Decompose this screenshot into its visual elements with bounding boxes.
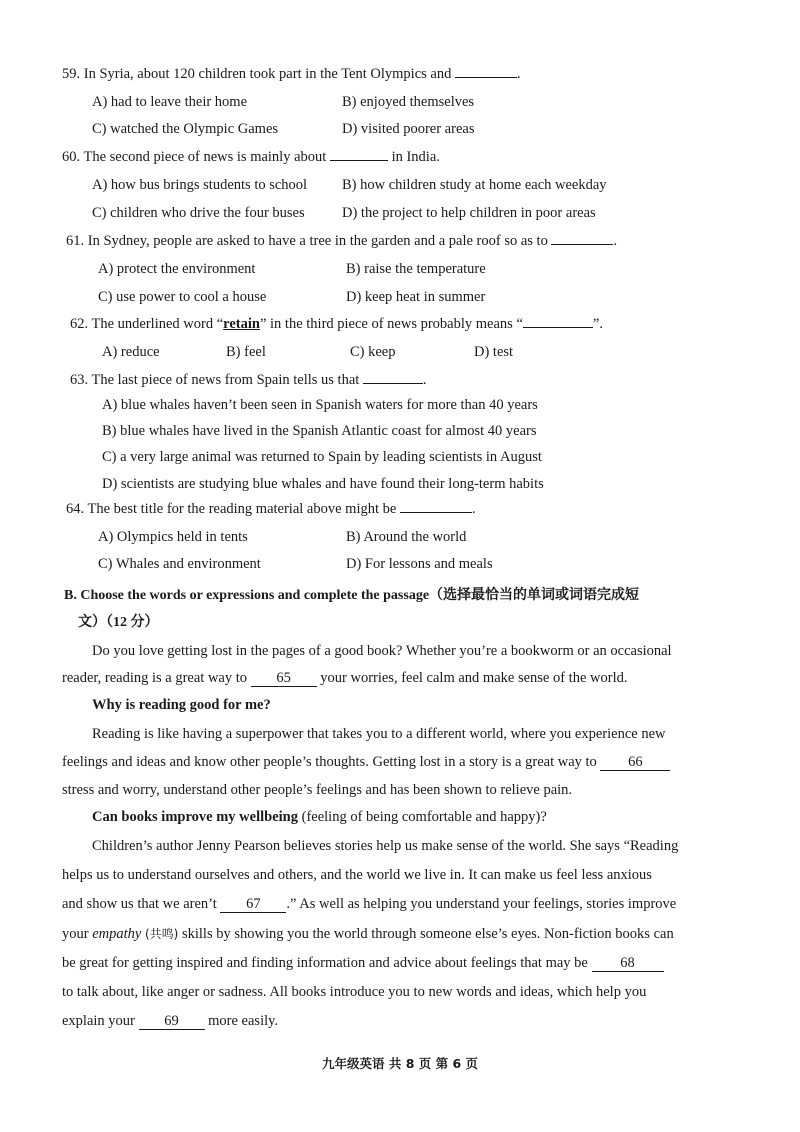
text: your — [62, 926, 89, 942]
question-number: 60. — [62, 149, 81, 165]
underlined-word: retain — [223, 316, 260, 332]
passage-p1-line2 — [62, 668, 627, 688]
option-61-b: B) raise the temperature — [346, 261, 486, 277]
text: skills by showing you the world through someone else’s eyes. Non-fiction books can — [181, 926, 674, 942]
text: explain your — [62, 1013, 135, 1029]
passage-p3-line6: to talk about, like anger or sadness. All books introduce you to new words and ideas, which help you — [62, 984, 647, 1000]
blank-66[interactable]: 66 — [600, 754, 670, 771]
page-footer: 九年级英语 共 8 页 第 6 页 — [321, 1056, 478, 1071]
option-61-d: D) keep heat in summer — [346, 289, 486, 305]
passage-p2-line3: stress and worry, understand other people’s feelings and has been shown to relieve pain. — [62, 782, 573, 798]
option-62-b: B) feel — [226, 344, 266, 360]
option-59-d: D) visited poorer areas — [342, 121, 475, 137]
question-number: 62. — [70, 316, 89, 332]
passage-p3-line1: Children’s author Jenny Pearson believes stories help us make sense of the world. She says “Reading — [92, 838, 679, 854]
option-60-d: D) the project to help children in poor areas — [342, 205, 596, 221]
stem-end: ”. — [592, 316, 603, 332]
option-61-c: C) use power to cool a house — [98, 289, 267, 305]
answer-blank[interactable] — [523, 327, 593, 328]
passage-p2-line2 — [62, 752, 670, 772]
stem-end: . — [613, 233, 618, 249]
stem-end: . — [516, 66, 521, 82]
question-stem: The best title for the reading material above might be — [87, 501, 397, 517]
text: reader, reading is a great way to — [62, 670, 248, 686]
blank-68[interactable]: 68 — [592, 955, 664, 972]
option-59-a: A) had to leave their home — [92, 94, 248, 110]
answer-blank[interactable] — [363, 383, 423, 384]
passage-p2-line1: Reading is like having a superpower that takes you to a different world, where you experience new — [92, 726, 666, 742]
text: more easily. — [208, 1013, 279, 1029]
heading-wellbeing — [92, 807, 547, 827]
option-59-b: B) enjoyed themselves — [342, 94, 475, 110]
option-63-c: C) a very large animal was returned to Spain by leading scientists in August — [102, 449, 542, 465]
option-64-c: C) Whales and environment — [98, 556, 261, 572]
answer-blank[interactable] — [330, 160, 388, 161]
option-64-a: A) Olympics held in tents — [98, 529, 248, 545]
text: and show us that we aren’t — [62, 896, 217, 912]
text: be great for getting inspired and finding information and advice about feelings that may be — [62, 955, 588, 971]
question-number: 59. — [62, 66, 81, 82]
passage-p3-line3 — [62, 894, 676, 914]
stem-end: . — [471, 501, 476, 517]
heading-why-reading: Why is reading good for me? — [92, 697, 271, 713]
option-64-d: D) For lessons and meals — [346, 556, 493, 572]
answer-blank[interactable] — [400, 512, 472, 513]
option-63-d: D) scientists are studying blue whales and have found their long-term habits — [102, 476, 544, 492]
section-b-title-cont: 文）（12 分） — [78, 615, 159, 630]
chinese-gloss: (共鸣) — [144, 927, 179, 941]
option-60-c: C) children who drive the four buses — [92, 205, 305, 221]
option-59-c: C) watched the Olympic Games — [92, 121, 279, 137]
text: feelings and ideas and know other people’s thoughts. Getting lost in a story is a great way to — [62, 754, 597, 770]
option-64-b: B) Around the world — [346, 529, 467, 545]
text: your worries, feel calm and make sense of the world. — [320, 670, 628, 686]
question-64 — [66, 499, 476, 519]
text: .” As well as helping you understand your feelings, stories improve — [286, 896, 677, 912]
stem-end: in India. — [391, 149, 440, 165]
question-stem: In Sydney, people are asked to have a tree in the garden and a pale roof so as to — [87, 233, 548, 249]
passage-p1-line1: Do you love getting lost in the pages of a good book? Whether you’re a bookworm or an occasional — [92, 643, 672, 659]
answer-blank[interactable] — [551, 244, 613, 245]
question-stem: The last piece of news from Spain tells us that — [91, 372, 360, 388]
question-60 — [62, 147, 440, 167]
option-60-b: B) how children study at home each weekday — [342, 177, 607, 193]
question-stem: The underlined word “ — [91, 316, 224, 332]
question-63 — [70, 370, 427, 390]
blank-67[interactable]: 67 — [220, 896, 286, 913]
option-61-a: A) protect the environment — [98, 261, 256, 277]
option-62-c: C) keep — [350, 344, 396, 360]
blank-69[interactable]: 69 — [139, 1013, 205, 1030]
heading-note: (feeling of being comfortable and happy)? — [301, 809, 547, 825]
answer-blank[interactable] — [455, 77, 517, 78]
blank-65[interactable]: 65 — [251, 670, 317, 687]
option-62-d: D) test — [474, 344, 514, 360]
passage-p3-line7 — [62, 1011, 278, 1031]
question-62 — [70, 314, 603, 334]
italic-word: empathy — [92, 926, 142, 942]
passage-p3-line4 — [62, 924, 674, 944]
option-63-a: A) blue whales haven’t been seen in Spanish waters for more than 40 years — [102, 397, 538, 413]
passage-p3-line5 — [62, 953, 664, 973]
question-number: 61. — [66, 233, 85, 249]
question-number: 64. — [66, 501, 85, 517]
stem-end: . — [422, 372, 427, 388]
option-63-b: B) blue whales have lived in the Spanish Atlantic coast for almost 40 years — [102, 423, 537, 439]
question-stem: The second piece of news is mainly about — [83, 149, 327, 165]
passage-p3-line2: helps us to understand ourselves and others, and the world we live in. It can make us feel less anxious — [62, 867, 652, 883]
question-stem: In Syria, about 120 children took part in the Tent Olympics and — [83, 66, 452, 82]
option-62-a: A) reduce — [102, 344, 160, 360]
question-61 — [66, 231, 617, 251]
question-number: 63. — [70, 372, 89, 388]
section-b-title: B. Choose the words or expressions and complete the passage（选择最恰当的单词或词语完成短 — [64, 588, 640, 603]
question-stem-rest: ” in the third piece of news probably means “ — [259, 316, 523, 332]
option-60-a: A) how bus brings students to school — [92, 177, 308, 193]
question-59 — [62, 64, 521, 84]
heading-text: Can books improve my wellbeing — [92, 809, 298, 825]
